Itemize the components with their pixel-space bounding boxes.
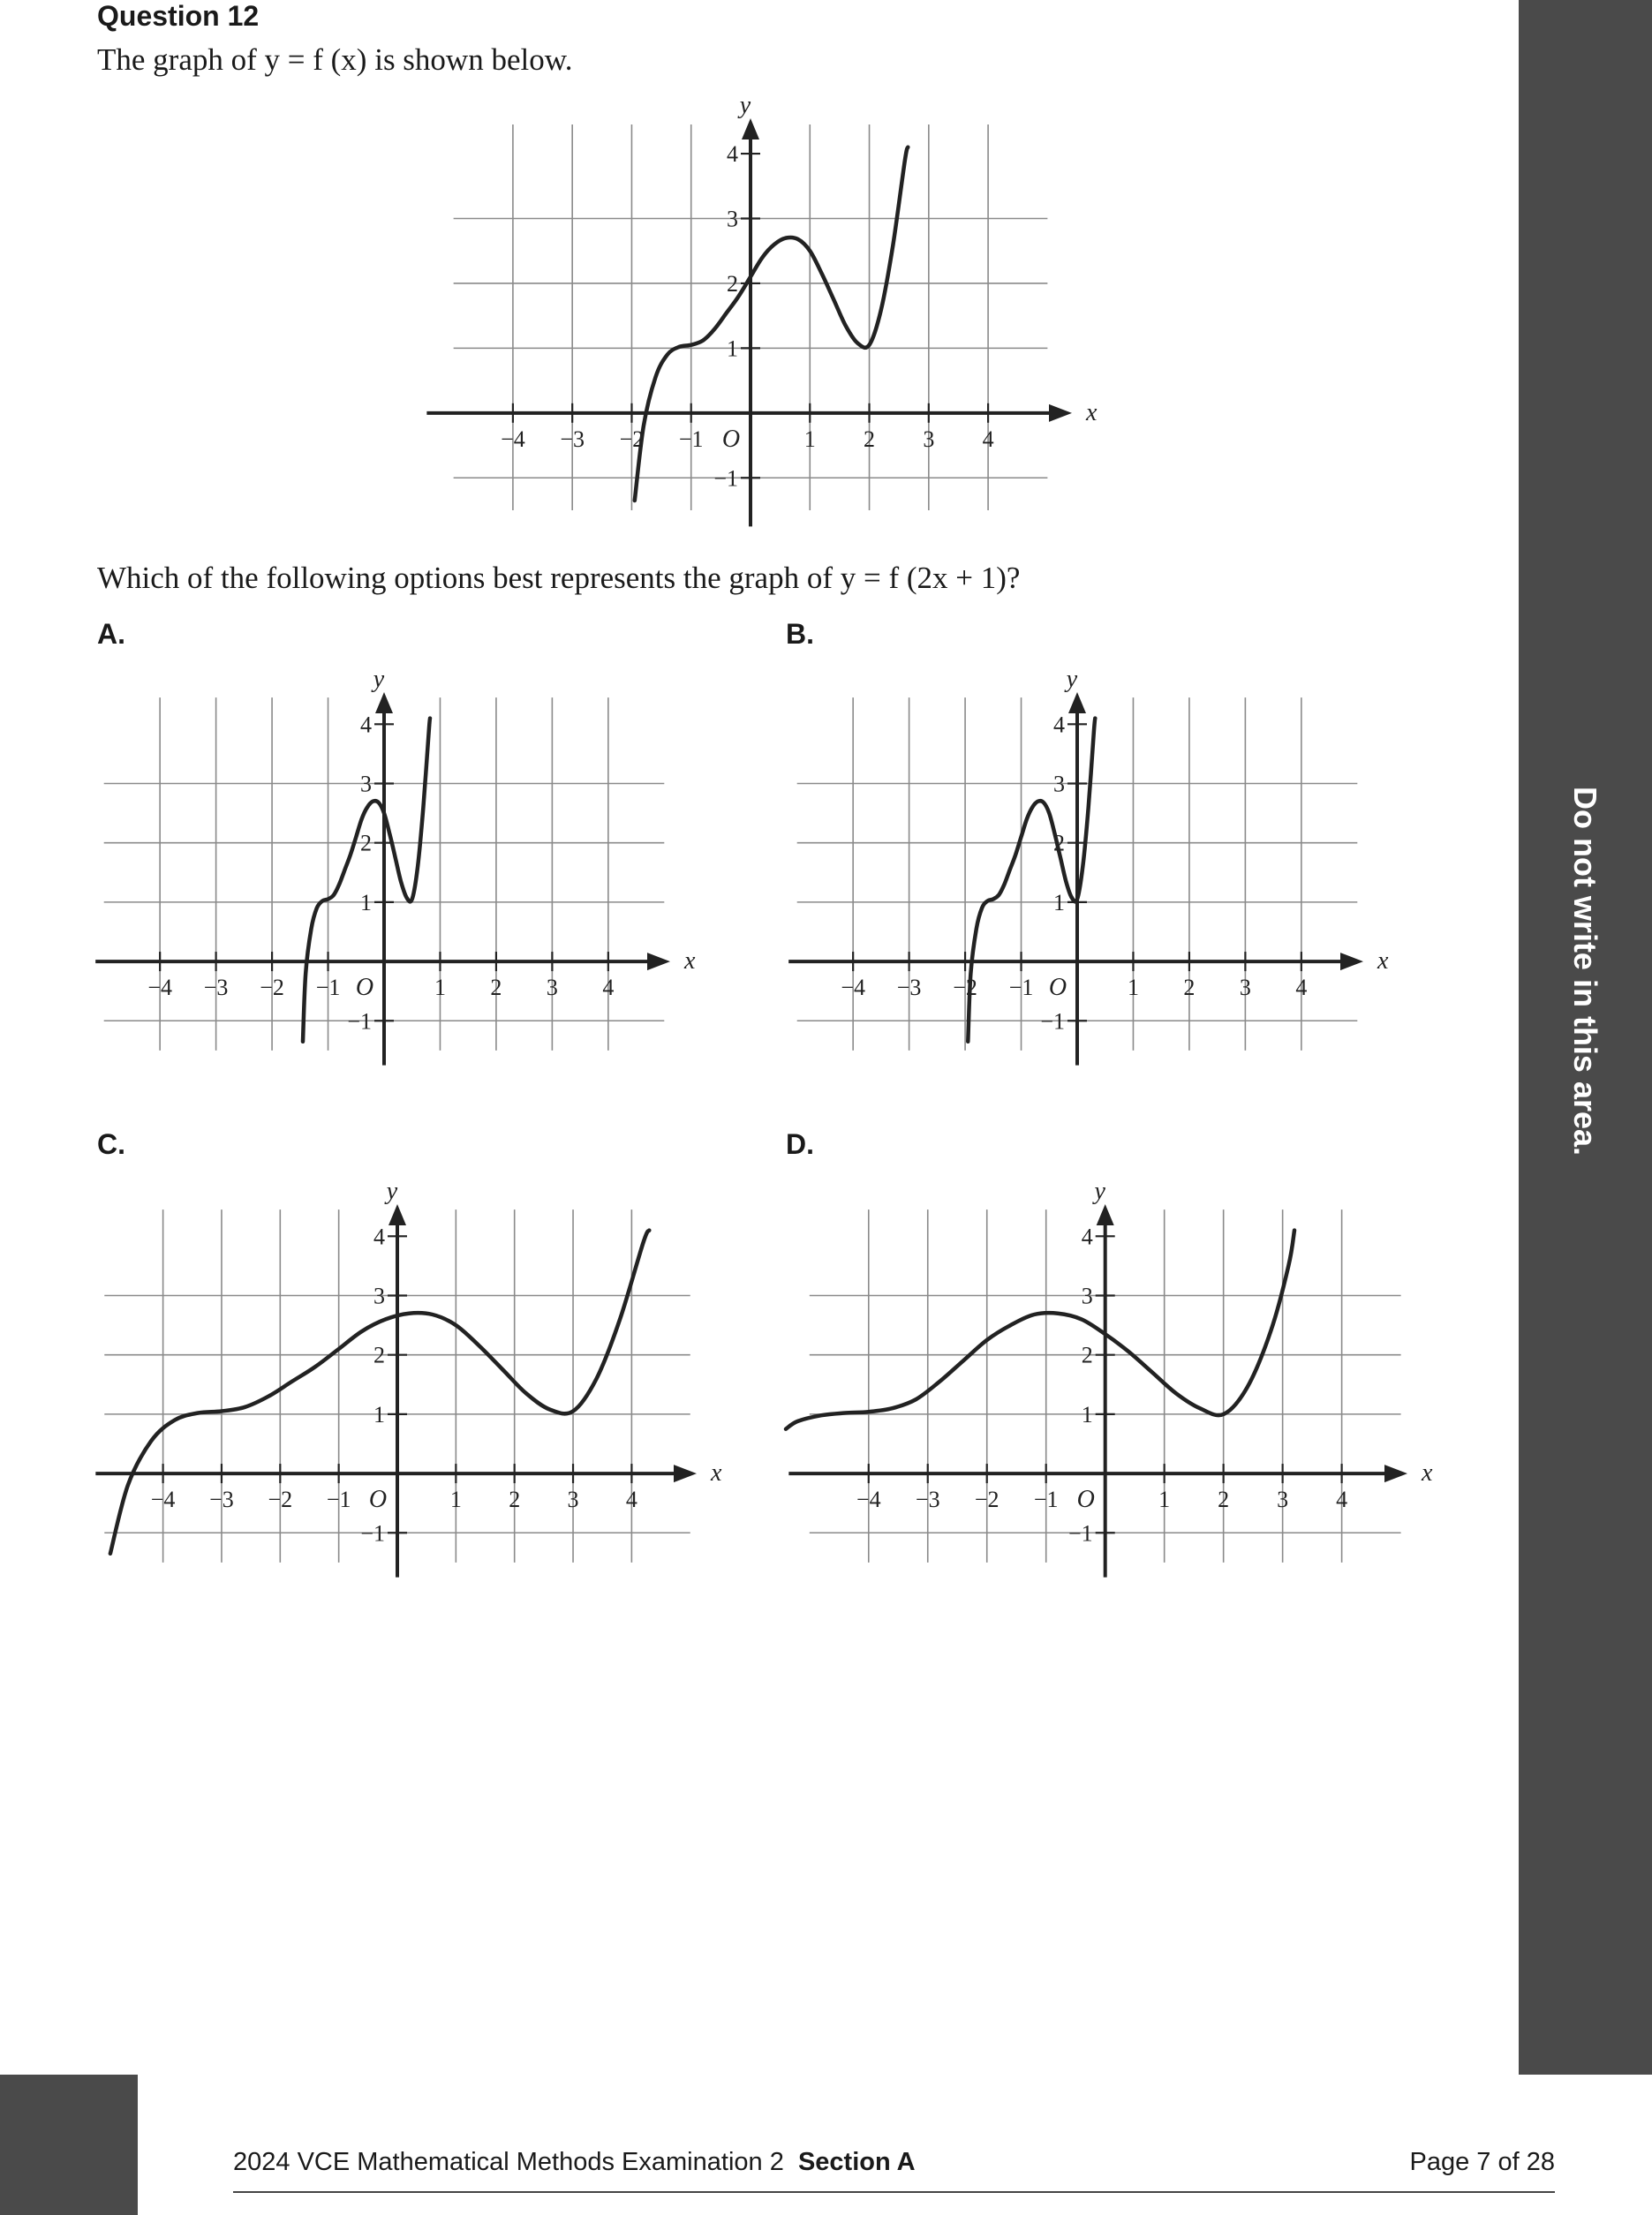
x-tick-label: 4 — [602, 975, 615, 1001]
option-d-label[interactable]: D. — [786, 1128, 814, 1160]
y-tick-label: 3 — [727, 206, 738, 232]
x-axis-arrow — [1049, 404, 1072, 422]
x-tick-label: 3 — [546, 975, 558, 1001]
x-tick-label: −1 — [315, 975, 341, 1001]
y-tick-label: 3 — [1053, 771, 1065, 797]
y-axis-label: y — [1094, 1178, 1105, 1205]
axes — [788, 708, 1342, 1066]
x-tick-label: 4 — [1336, 1487, 1348, 1513]
y-axis-label: y — [373, 666, 385, 693]
footer-exam: 2024 VCE Mathematical Methods Examination 2 — [233, 2148, 784, 2176]
y-axis-arrow — [742, 118, 759, 139]
y-tick-label: 4 — [1053, 712, 1065, 738]
x-tick-label: 1 — [434, 975, 446, 1001]
y-tick-label: 4 — [373, 1224, 385, 1250]
axes — [426, 134, 1051, 526]
question-title: Question 12 — [97, 0, 260, 32]
origin-label: O — [355, 974, 374, 1002]
x-tick-label: 3 — [1277, 1487, 1289, 1513]
y-tick-label: 3 — [373, 1283, 385, 1309]
x-tick-label: 2 — [864, 426, 876, 452]
x-tick-label: 1 — [1158, 1487, 1171, 1513]
x-tick-label: 4 — [625, 1487, 637, 1513]
question-stem: The graph of y = f (x) is shown below. — [97, 42, 573, 77]
y-tick-label: 2 — [727, 270, 738, 297]
footer-rule — [233, 2191, 1555, 2193]
x-tick-label: 1 — [1127, 975, 1139, 1001]
origin-label: O — [1048, 974, 1067, 1002]
y-tick-label: −1 — [713, 465, 738, 492]
x-tick-label: 3 — [567, 1487, 579, 1513]
y-axis-label: y — [739, 92, 751, 119]
x-axis-label: x — [711, 1459, 722, 1488]
x-axis-label: x — [1086, 398, 1098, 426]
x-tick-label: 2 — [509, 1487, 521, 1513]
x-tick-label: −3 — [896, 975, 922, 1001]
y-tick-label: 2 — [1053, 830, 1065, 856]
y-tick-label: −1 — [1040, 1008, 1065, 1035]
y-tick-label: −1 — [1068, 1520, 1093, 1547]
x-tick-label: 4 — [1295, 975, 1308, 1001]
y-tick-label: 1 — [1081, 1401, 1093, 1428]
x-tick-label: −2 — [953, 975, 977, 1001]
y-tick-label: −1 — [360, 1520, 385, 1547]
x-axis-arrow — [674, 1465, 697, 1482]
question-prompt: Which of the following options best represents the graph of y = f (2x + 1)? — [97, 561, 1021, 595]
graph-option-a[interactable] — [93, 666, 696, 1068]
origin-label: O — [721, 425, 741, 453]
y-tick-label: 4 — [1081, 1224, 1093, 1250]
graph-option-c[interactable] — [93, 1178, 722, 1580]
x-tick-label: −1 — [1008, 975, 1034, 1001]
x-axis-label: x — [684, 947, 696, 976]
x-tick-label: 3 — [923, 426, 935, 452]
footer-section: Section A — [797, 2148, 916, 2176]
x-axis-arrow — [1340, 953, 1363, 970]
y-tick-label: 1 — [727, 335, 738, 362]
axes — [95, 1220, 675, 1578]
x-tick-label: −3 — [209, 1487, 234, 1513]
x-tick-label: 4 — [982, 426, 994, 452]
x-tick-label: −2 — [619, 426, 645, 452]
x-tick-label: −2 — [260, 975, 284, 1001]
y-tick-label: 2 — [373, 1342, 385, 1368]
x-tick-label: −4 — [841, 975, 865, 1001]
y-tick-label: 2 — [360, 830, 372, 856]
x-tick-label: −1 — [1033, 1487, 1059, 1513]
x-tick-label: 2 — [1218, 1487, 1230, 1513]
origin-label: O — [1076, 1486, 1095, 1514]
y-tick-label: 3 — [360, 771, 372, 797]
x-tick-label: −2 — [974, 1487, 999, 1513]
function-curve — [786, 1231, 1294, 1429]
x-axis-label: x — [1422, 1459, 1433, 1488]
graph-option-d[interactable] — [786, 1178, 1433, 1580]
x-tick-label: 2 — [490, 975, 502, 1001]
footer-block — [0, 2075, 138, 2215]
y-tick-label: 4 — [360, 712, 372, 738]
y-axis-label: y — [1066, 666, 1078, 693]
graph-f-of-x — [424, 92, 1098, 530]
y-axis-label: y — [386, 1178, 398, 1205]
y-axis-arrow — [1068, 692, 1086, 713]
x-tick-label: −3 — [203, 975, 229, 1001]
y-tick-label: 1 — [373, 1401, 385, 1428]
y-tick-label: 3 — [1081, 1283, 1093, 1309]
x-tick-label: −1 — [678, 426, 704, 452]
axes — [95, 708, 649, 1066]
x-tick-label: 1 — [449, 1487, 462, 1513]
option-c-label[interactable]: C. — [97, 1128, 125, 1160]
x-tick-label: −3 — [560, 426, 585, 452]
x-tick-label: −4 — [147, 975, 172, 1001]
y-axis-arrow — [388, 1204, 406, 1225]
y-tick-label: 4 — [727, 141, 738, 168]
x-tick-label: −1 — [326, 1487, 351, 1513]
footer-exam-title — [233, 2148, 916, 2177]
option-b-label[interactable]: B. — [786, 618, 814, 650]
graph-option-b[interactable] — [786, 666, 1389, 1068]
x-tick-label: 3 — [1239, 975, 1251, 1001]
x-tick-label: −4 — [150, 1487, 176, 1513]
x-tick-label: 1 — [803, 426, 816, 452]
y-axis-arrow — [375, 692, 393, 713]
page-number: Page 7 of 28 — [1409, 2148, 1555, 2176]
x-axis-arrow — [1384, 1465, 1407, 1482]
y-axis-arrow — [1097, 1204, 1114, 1225]
x-tick-label: −3 — [915, 1487, 940, 1513]
margin-warning: Do not write in this area. — [1567, 786, 1603, 1156]
x-tick-label: −4 — [501, 426, 525, 452]
origin-label: O — [368, 1486, 388, 1514]
y-tick-label: 2 — [1081, 1342, 1093, 1368]
x-axis-label: x — [1377, 947, 1389, 976]
y-tick-label: 1 — [360, 889, 372, 915]
option-a-label[interactable]: A. — [97, 618, 125, 650]
x-tick-label: 2 — [1183, 975, 1196, 1001]
x-axis-arrow — [647, 953, 670, 970]
y-tick-label: 1 — [1053, 889, 1065, 915]
y-tick-label: −1 — [347, 1008, 372, 1035]
x-tick-label: −4 — [856, 1487, 881, 1513]
x-tick-label: −2 — [268, 1487, 293, 1513]
